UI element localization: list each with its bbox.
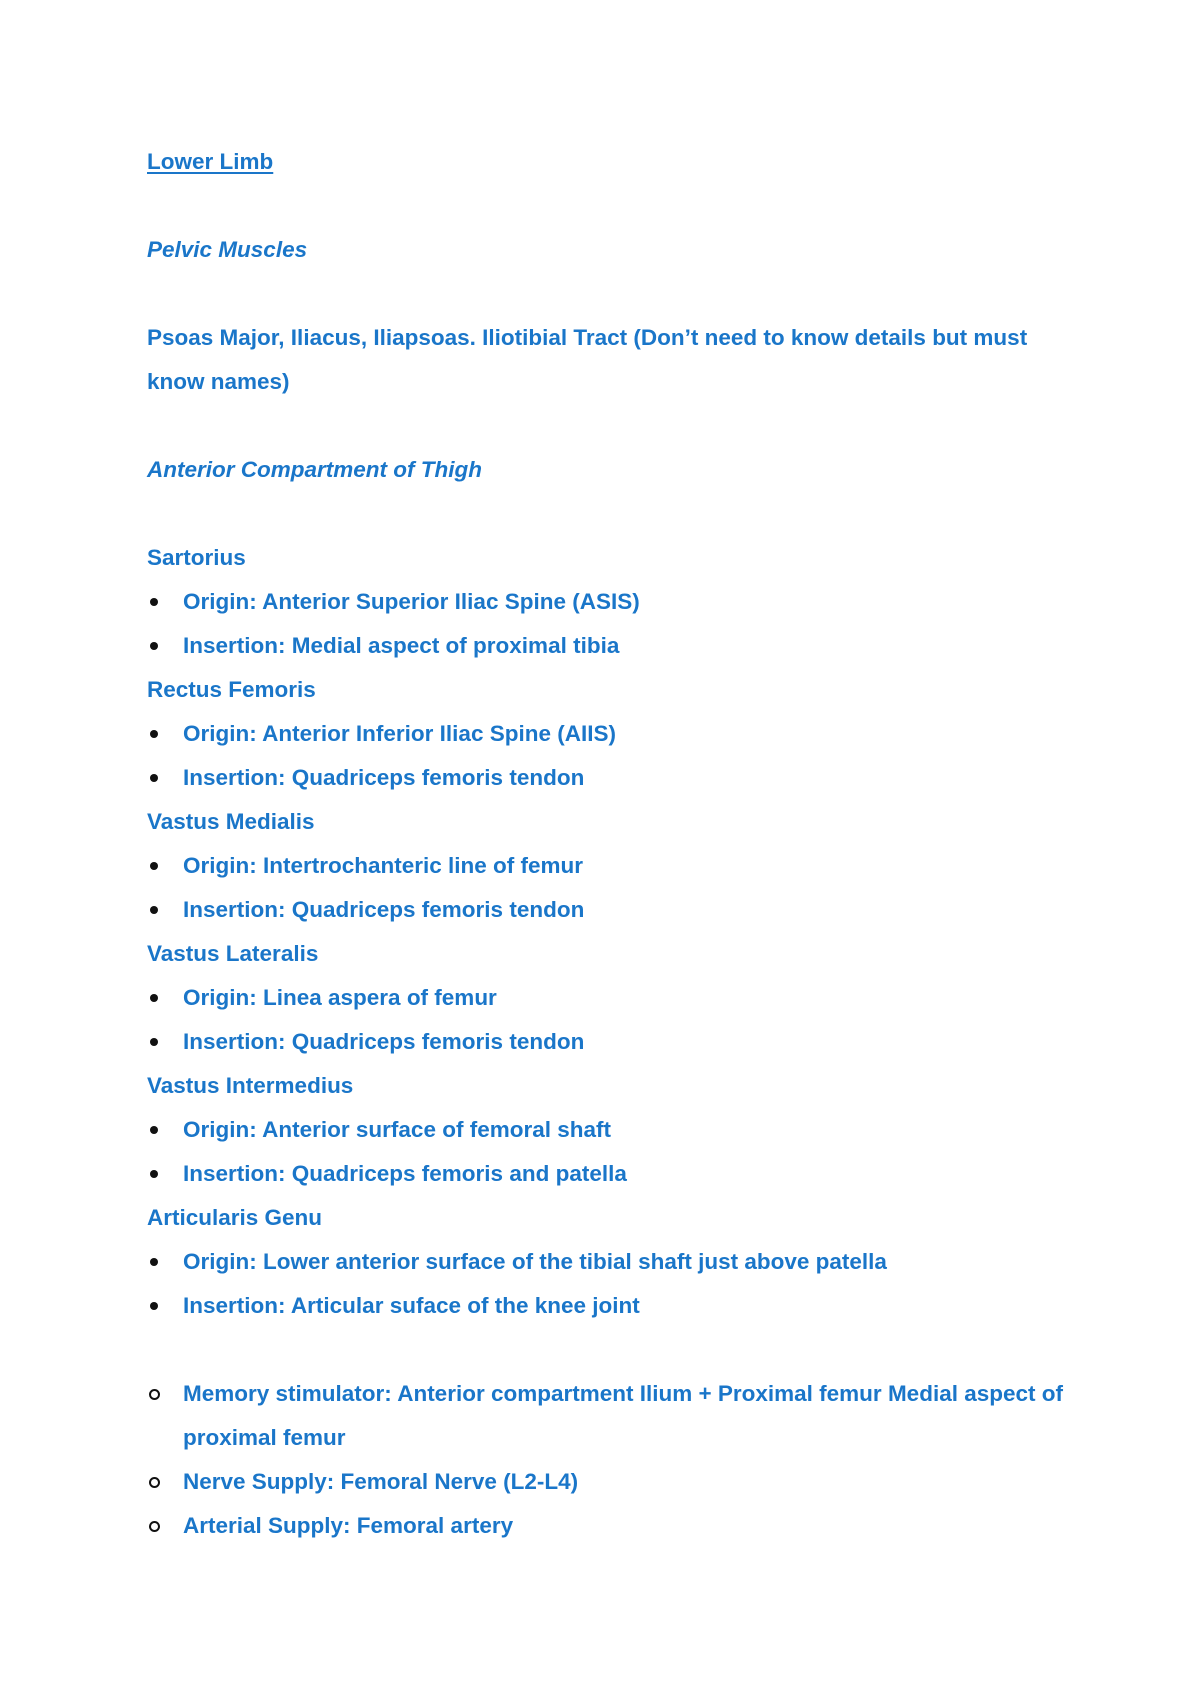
bullet-icon [150, 1170, 158, 1178]
muscle-name: Vastus Lateralis [147, 941, 319, 966]
list-item [147, 1460, 1077, 1504]
spacer [147, 184, 1077, 228]
list-item [147, 624, 1077, 668]
bullet-icon [150, 642, 158, 650]
list-item [147, 1108, 1077, 1152]
list-item [147, 1020, 1077, 1064]
insertion-text: Insertion: Quadriceps femoris tendon [183, 1029, 585, 1054]
list-item [147, 976, 1077, 1020]
origin-text: Origin: Anterior surface of femoral shaft [183, 1117, 611, 1142]
muscle-name: Sartorius [147, 545, 246, 570]
document-title: Lower Limb [147, 149, 274, 174]
list-item [147, 844, 1077, 888]
list-item [147, 1284, 1077, 1328]
pelvic-muscles-heading: Pelvic Muscles [147, 237, 308, 262]
bullet-icon [150, 862, 158, 870]
notes-list [147, 1372, 1077, 1548]
muscle-details-list [147, 1240, 1077, 1328]
list-item [147, 1504, 1077, 1548]
origin-text: Origin: Intertrochanteric line of femur [183, 853, 584, 878]
muscle-name: Vastus Intermedius [147, 1073, 354, 1098]
spacer [147, 492, 1077, 536]
bullet-icon [150, 1126, 158, 1134]
origin-text: Origin: Anterior Inferior Iliac Spine (AIIS) [183, 721, 616, 746]
document-page [147, 140, 1077, 1548]
muscle-vastus-lateralis [147, 932, 1077, 1064]
list-item [147, 580, 1077, 624]
spacer [147, 272, 1077, 316]
origin-text: Origin: Anterior Superior Iliac Spine (ASIS) [183, 589, 640, 614]
bullet-icon [150, 1302, 158, 1310]
muscle-name: Articularis Genu [147, 1205, 323, 1230]
muscle-details-list [147, 580, 1077, 668]
muscle-rectus-femoris [147, 668, 1077, 800]
nerve-supply-text: Nerve Supply: Femoral Nerve (L2-L4) [183, 1469, 579, 1494]
insertion-text: Insertion: Quadriceps femoris and patella [183, 1161, 627, 1186]
muscle-details-list [147, 976, 1077, 1064]
bullet-icon [150, 994, 158, 1002]
list-item [147, 1152, 1077, 1196]
bullet-icon [150, 1038, 158, 1046]
origin-text: Origin: Linea aspera of femur [183, 985, 497, 1010]
muscle-name: Rectus Femoris [147, 677, 316, 702]
circle-bullet-icon [149, 1521, 160, 1532]
memory-stimulator-text: Memory stimulator: Anterior compartment Ilium + Proximal femur Medial aspect of proximal femur [183, 1381, 1063, 1450]
list-item [147, 1372, 1077, 1460]
circle-bullet-icon [149, 1477, 160, 1488]
list-item [147, 1240, 1077, 1284]
muscle-details-list [147, 712, 1077, 800]
muscle-articularis-genu [147, 1196, 1077, 1328]
bullet-icon [150, 1258, 158, 1266]
anterior-compartment-heading: Anterior Compartment of Thigh [147, 457, 482, 482]
insertion-text: Insertion: Medial aspect of proximal tibia [183, 633, 620, 658]
circle-bullet-icon [149, 1389, 160, 1400]
pelvic-muscles-text: Psoas Major, Iliacus, Iliapsoas. Iliotibial Tract (Don’t need to know details but must know names) [147, 325, 1034, 394]
muscle-vastus-intermedius [147, 1064, 1077, 1196]
insertion-text: Insertion: Quadriceps femoris tendon [183, 897, 585, 922]
bullet-icon [150, 774, 158, 782]
muscle-name: Vastus Medialis [147, 809, 315, 834]
bullet-icon [150, 730, 158, 738]
origin-text: Origin: Lower anterior surface of the tibial shaft just above patella [183, 1249, 887, 1274]
spacer [147, 404, 1077, 448]
insertion-text: Insertion: Articular suface of the knee joint [183, 1293, 640, 1318]
bullet-icon [150, 598, 158, 606]
insertion-text: Insertion: Quadriceps femoris tendon [183, 765, 585, 790]
list-item [147, 888, 1077, 932]
arterial-supply-text: Arterial Supply: Femoral artery [183, 1513, 514, 1538]
muscle-vastus-medialis [147, 800, 1077, 932]
spacer [147, 1328, 1077, 1372]
list-item [147, 712, 1077, 756]
muscle-details-list [147, 844, 1077, 932]
muscle-details-list [147, 1108, 1077, 1196]
bullet-icon [150, 906, 158, 914]
muscle-sartorius [147, 536, 1077, 668]
list-item [147, 756, 1077, 800]
